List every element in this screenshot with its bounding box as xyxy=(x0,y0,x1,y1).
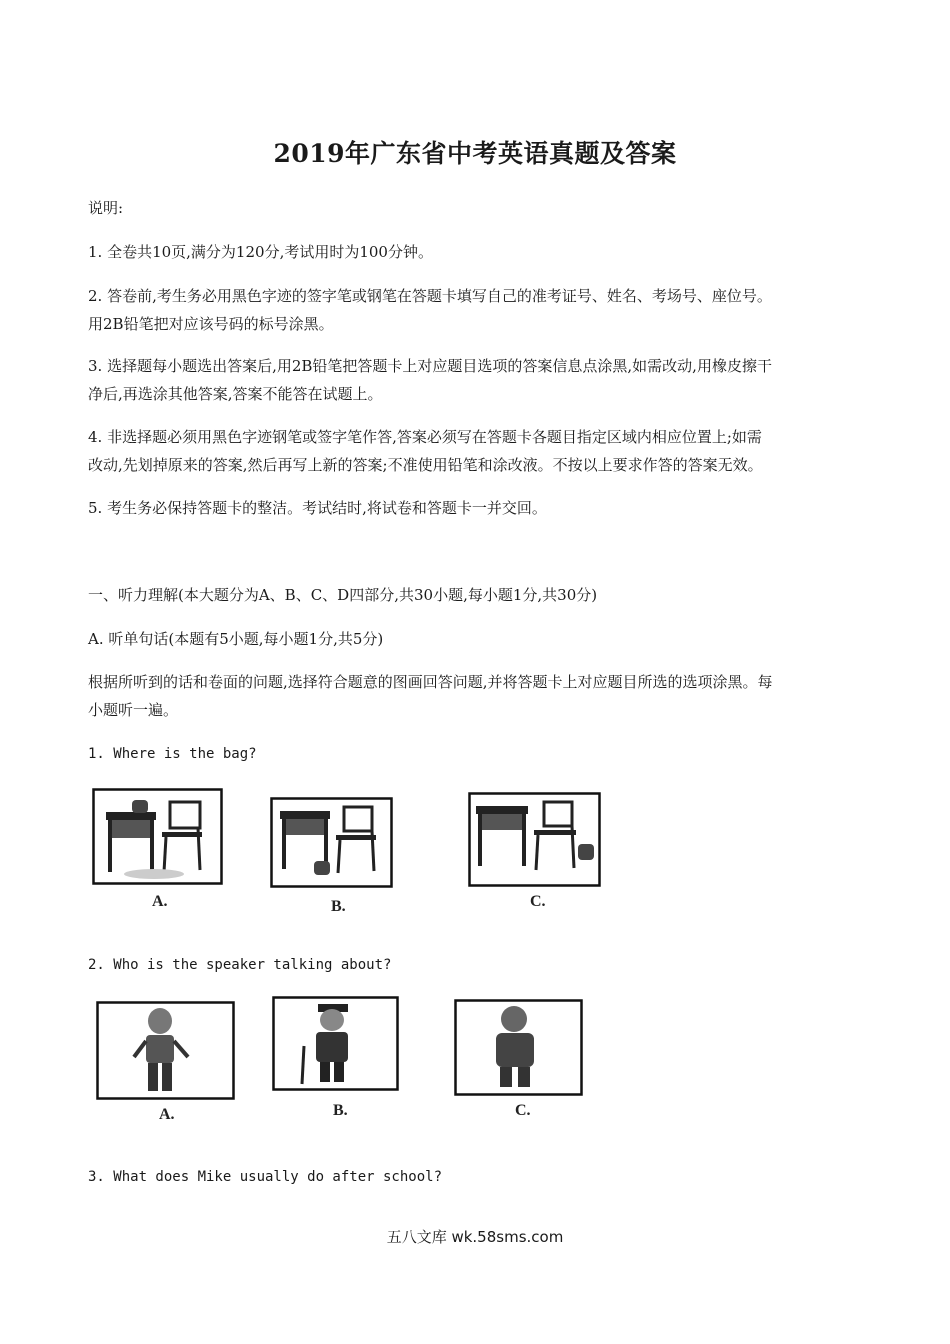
q2-label-a: A. xyxy=(159,1106,175,1123)
note-item-1: 1. 全卷共10页,满分为120分,考试用时为100分钟。 xyxy=(88,243,433,261)
q1-picture-c xyxy=(468,792,602,888)
q1-picture-a xyxy=(92,788,224,888)
part-a-heading: A. 听单句话(本题有5小题,每小题1分,共5分) xyxy=(88,630,384,648)
question-1: 1. Where is the bag? xyxy=(88,746,257,762)
q2-label-c: C. xyxy=(515,1102,531,1119)
note-item-3-line-1: 3. 选择题每小题选出答案后,用2B铅笔把答题卡上对应题目选项的答案信息点涂黑,如需改动,用橡皮擦干 xyxy=(88,357,772,375)
question-2: 2. Who is the speaker talking about? xyxy=(88,957,392,973)
note-item-2-line-2: 用2B铅笔把对应该号码的标号涂黑。 xyxy=(88,315,334,333)
q2-picture-c xyxy=(454,999,584,1097)
q1-picture-b xyxy=(270,797,394,889)
note-item-5: 5. 考生务必保持答题卡的整洁。考试结时,将试卷和答题卡一并交回。 xyxy=(88,499,547,517)
q1-label-c: C. xyxy=(530,893,546,910)
note-item-3-line-2: 净后,再选涂其他答案,答案不能答在试题上。 xyxy=(88,385,383,403)
question-3: 3. What does Mike usually do after school? xyxy=(88,1169,443,1185)
page-title: 2019年广东省中考英语真题及答案 xyxy=(273,139,677,168)
q1-label-a: A. xyxy=(152,893,168,910)
note-item-4-line-2: 改动,先划掉原来的答案,然后再写上新的答案;不准使用铅笔和涂改液。不按以上要求作答的答案无效。 xyxy=(88,456,763,474)
instruction-line-1: 根据所听到的话和卷面的问题,选择符合题意的图画回答问题,并将答题卡上对应题目所选的选项涂黑。每 xyxy=(88,673,773,691)
q2-picture-a xyxy=(96,1001,236,1101)
note-item-2-line-1: 2. 答卷前,考生务必用黑色字迹的签字笔或钢笔在答题卡填写自己的准考证号、姓名、考场号、座位号。 xyxy=(88,287,772,305)
notes-heading: 说明: xyxy=(88,199,124,217)
q2-picture-b xyxy=(272,996,400,1092)
q1-label-b: B. xyxy=(331,898,346,915)
section-heading: 一、听力理解(本大题分为A、B、C、D四部分,共30小题,每小题1分,共30分) xyxy=(88,586,598,604)
q2-label-b: B. xyxy=(333,1102,348,1119)
note-item-4-line-1: 4. 非选择题必须用黑色字迹钢笔或签字笔作答,答案必须写在答题卡各题目指定区域内相应位置上;如需 xyxy=(88,428,762,446)
page-footer: 五八文库 wk.58sms.com xyxy=(386,1228,564,1246)
instruction-line-2: 小题听一遍。 xyxy=(88,701,179,719)
